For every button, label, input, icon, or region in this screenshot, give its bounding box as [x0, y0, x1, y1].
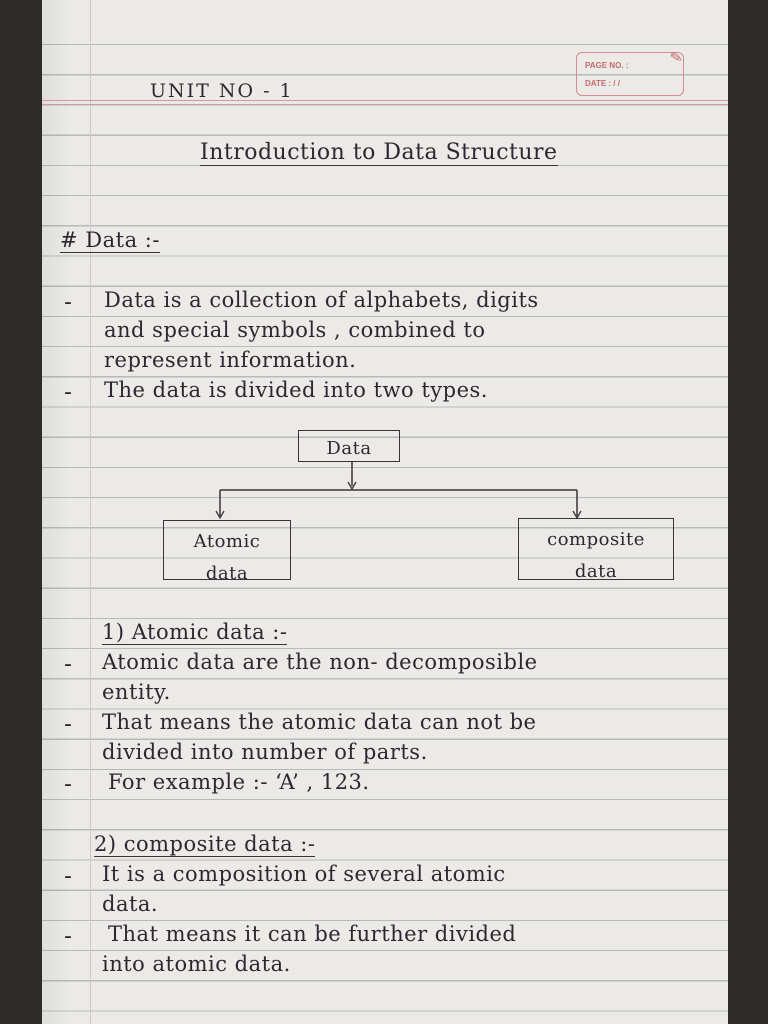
- diagram-node-atomic: [163, 520, 291, 584]
- composite-node-line-1: composite: [547, 529, 645, 550]
- bullet: -: [64, 380, 72, 405]
- section-heading-data: # Data :-: [60, 228, 160, 252]
- composite-line-1: It is a composition of several atomic: [102, 862, 506, 886]
- header-red-line: [42, 100, 728, 101]
- composite-line-2: data.: [102, 892, 159, 916]
- bullet: -: [64, 712, 72, 737]
- composite-line-4: into atomic data.: [102, 952, 291, 976]
- bullet: -: [64, 290, 72, 315]
- atomic-line-5: For example :- ‘A’ , 123.: [108, 770, 370, 794]
- diagram-node-data-label: Data: [326, 438, 372, 459]
- page-title: Introduction to Data Structure: [200, 140, 558, 165]
- atomic-line-1: Atomic data are the non- decomposible: [102, 650, 538, 674]
- atomic-line-3: That means the atomic data can not be: [102, 710, 537, 734]
- data-line-3: represent information.: [104, 348, 357, 372]
- page-date-box: [576, 52, 684, 96]
- bullet: -: [64, 924, 72, 949]
- unit-number: UNIT NO - 1: [150, 80, 294, 102]
- notebook-page: [42, 0, 728, 1024]
- data-line-4: The data is divided into two types.: [104, 378, 488, 402]
- section-heading-atomic: 1) Atomic data :-: [102, 620, 288, 644]
- bullet: -: [64, 864, 72, 889]
- diagram-node-data: [298, 430, 400, 462]
- composite-line-3: That means it can be further divided: [108, 922, 517, 946]
- diagram-node-composite: [518, 518, 674, 580]
- composite-node-line-2: data: [574, 561, 618, 582]
- page-no-label: PAGE NO. :: [585, 61, 629, 70]
- bullet: -: [64, 772, 72, 797]
- atomic-node-line-1: Atomic: [193, 531, 261, 552]
- section-heading-composite: 2) composite data :-: [94, 832, 316, 856]
- margin-line: [90, 0, 91, 1024]
- date-label: DATE : / /: [585, 79, 620, 88]
- bullet: -: [64, 652, 72, 677]
- pen-icon: ✎: [668, 47, 685, 68]
- atomic-line-2: entity.: [102, 680, 171, 704]
- atomic-line-4: divided into number of parts.: [102, 740, 428, 764]
- atomic-node-line-2: data: [205, 563, 249, 584]
- data-line-2: and special symbols , combined to: [104, 318, 486, 342]
- data-line-1: Data is a collection of alphabets, digits: [104, 288, 539, 312]
- header-red-line-2: [42, 104, 728, 105]
